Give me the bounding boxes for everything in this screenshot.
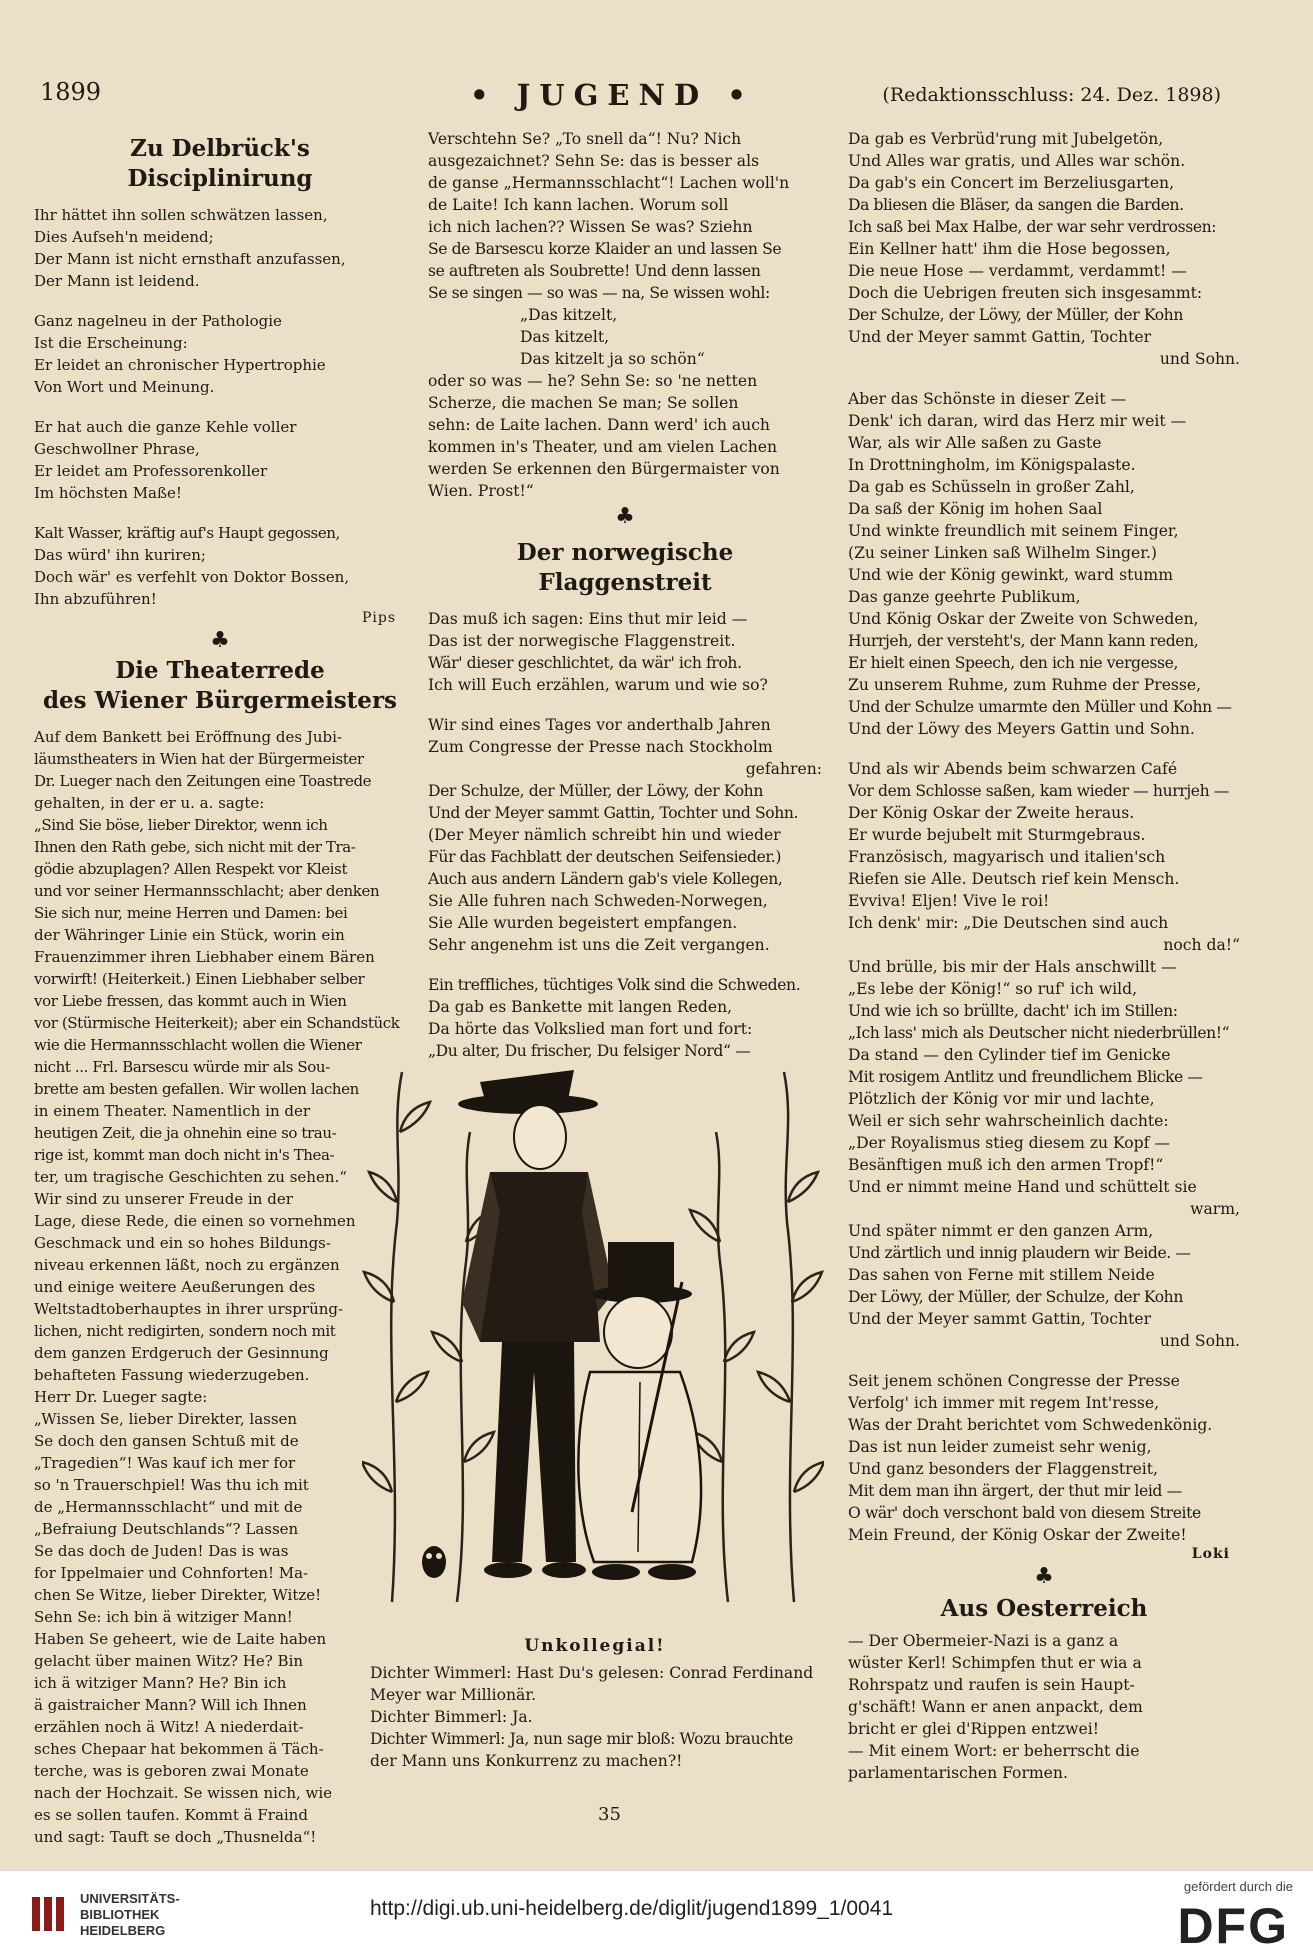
text-line: Scherze, die machen Se man; Se sollen <box>428 394 739 412</box>
text-line: de „Hermannsschlacht“ und mit de <box>34 1498 303 1516</box>
text-line: noch da!“ <box>1163 936 1240 954</box>
editorial-deadline-note: (Redaktionsschluss: 24. Dez. 1898) <box>882 84 1221 106</box>
text-line: Vor dem Schlosse saßen, kam wieder — hurrjeh — <box>848 782 1229 800</box>
text-line: Er leidet am Professorenkoller <box>34 462 268 480</box>
university-library-name <box>80 1891 180 1939</box>
article-theaterrede-continued <box>428 128 822 502</box>
text-line: nach der Hochzait. Se wissen nich, wie <box>34 1784 333 1802</box>
text-line: Sie sich nur, meine Herren und Damen: bei <box>34 904 348 922</box>
text-line: chen Se Witze, lieber Direkter, Witze! <box>34 1586 322 1604</box>
text-line: rige ist, kommt man doch nicht in's Thea- <box>34 1146 335 1164</box>
text-line: Mein Freund, der König Oskar der Zweite! <box>848 1526 1187 1544</box>
club-ornament-icon: ♣ <box>1034 1564 1054 1589</box>
text-line: Geschmack und ein so hohes Bildungs- <box>34 1234 331 1252</box>
text-line: ter, um tragische Geschichten zu sehen.“ <box>34 1168 347 1186</box>
text-line: gödie abzuplagen? Allen Respekt vor Kleist <box>34 860 348 878</box>
poem-signature-loki: Loki <box>1191 1546 1230 1562</box>
text-line: Mit dem man ihn ärgert, der thut mir leid — <box>848 1482 1182 1500</box>
text-line: werden Se erkennen den Bürgermaister von <box>428 460 780 478</box>
text-line: und Sohn. <box>1159 350 1240 368</box>
text-line: Der Schulze, der Löwy, der Müller, der Kohn <box>848 306 1183 324</box>
text-line: Wir sind eines Tages vor anderthalb Jahren <box>428 716 771 734</box>
text-line: „Wissen Se, lieber Direkter, lassen <box>34 1410 298 1428</box>
text-line: behafteten Fassung wiederzugeben. <box>34 1366 310 1384</box>
text-line: sches Chepaar hat bekommen ä Täch- <box>34 1740 324 1758</box>
text-line: Sehn Se: ich bin ä witziger Mann! <box>34 1608 293 1626</box>
poem-title-delbrueck: Zu Delbrück's Disciplinirung <box>127 135 313 192</box>
stanza-break <box>848 740 1240 758</box>
text-line: „Der Royalismus stieg diesem zu Kopf — <box>848 1134 1170 1152</box>
text-line: — Der Obermeier-Nazi is a ganz a <box>848 1632 1119 1650</box>
text-line: Der Mann ist leidend. <box>34 272 200 290</box>
text-line: Se doch den gansen Schtuß mit de <box>34 1432 299 1450</box>
text-line: Wär' dieser geschlichtet, da wär' ich froh. <box>428 654 742 672</box>
text-line: ausgezaichnet? Sehn Se: das is besser als <box>428 152 760 170</box>
text-line: Evviva! Eljen! Vive le roi! <box>848 892 1050 910</box>
text-line: Und der Löwy des Meyers Gattin und Sohn. <box>848 720 1195 738</box>
text-line: Und der Schulze umarmte den Müller und Kohn — <box>848 698 1232 716</box>
text-line: ich ä witziger Mann? He? Bin ich <box>34 1674 287 1692</box>
text-line: „Befraiung Deutschlands“? Lassen <box>34 1520 299 1538</box>
text-line: es se sollen taufen. Kommt ä Fraind <box>34 1806 308 1824</box>
text-line: dem ganzen Erdgeruch der Gesinnung <box>34 1344 329 1362</box>
text-line: O wär' doch verschont bald von diesem Streite <box>848 1504 1201 1522</box>
text-line: Weil er sich sehr wahrscheinlich dachte: <box>848 1112 1169 1130</box>
text-line: Und zärtlich und innig plaudern wir Beide. — <box>848 1244 1191 1262</box>
text-line: heutigen Zeit, die ja ohnehin eine so trau- <box>34 1124 337 1142</box>
stanza-break <box>428 696 822 714</box>
page-number: 35 <box>598 1804 621 1825</box>
text-line: Rohrspatz und raufen is sein Haupt- <box>848 1676 1135 1694</box>
text-line: lichen, nicht redigirten, sondern noch mit <box>34 1322 336 1340</box>
stanza-break <box>848 1352 1240 1370</box>
issue-year: 1899 <box>40 78 102 106</box>
text-line: Er hielt einen Speech, den ich nie vergesse, <box>848 654 1179 672</box>
text-line: Se das doch de Juden! Das is was <box>34 1542 289 1560</box>
text-line: Und später nimmt er den ganzen Arm, <box>848 1222 1154 1240</box>
text-line: Da gab's ein Concert im Berzeliusgarten, <box>848 174 1175 192</box>
text-line: Da hörte das Volkslied man fort und fort: <box>428 1020 753 1038</box>
text-line: Mit rosigem Antlitz und freundlichem Blicke — <box>848 1068 1203 1086</box>
text-line: Da gab es Verbrüd'rung mit Jubelgetön, <box>848 130 1164 148</box>
text-line: se auftreten als Soubrette! Und denn lassen <box>428 262 761 280</box>
stanza-break <box>34 398 406 416</box>
text-line: Das sahen von Ferne mit stillem Neide <box>848 1266 1155 1284</box>
text-line: Da stand — den Cylinder tief im Genicke <box>848 1046 1171 1064</box>
text-line: „Du alter, Du frischer, Du felsiger Nord“ — <box>428 1042 751 1060</box>
text-line: läumstheaters in Wien hat der Bürgermeister <box>34 750 364 768</box>
text-line: Er hat auch die ganze Kehle voller <box>34 418 297 436</box>
text-line: Ich will Euch erzählen, warum und wie so? <box>428 676 768 694</box>
text-line: Und ganz besonders der Flaggenstreit, <box>848 1460 1159 1478</box>
text-line: gehalten, in der er u. a. sagte: <box>34 794 265 812</box>
article-title-line1: Die Theaterrede <box>115 657 325 684</box>
text-line: Besänftigen muß ich den armen Tropf!“ <box>848 1156 1164 1174</box>
column-middle <box>428 128 822 1062</box>
text-line: Meyer war Millionär. <box>370 1686 537 1704</box>
text-line: Der König Oskar der Zweite heraus. <box>848 804 1135 822</box>
text-line: Dichter Wimmerl: Hast Du's gelesen: Conrad Ferdinand <box>370 1664 814 1682</box>
stanza-break <box>848 370 1240 388</box>
text-line: Auf dem Bankett bei Eröffnung des Jubi- <box>34 728 342 746</box>
stanza-break <box>34 292 406 310</box>
text-line: Da gab es Schüsseln in großer Zahl, <box>848 478 1135 496</box>
figure-stout-poet <box>578 1242 701 1580</box>
text-line: Da saß der König im hohen Saal <box>848 500 1103 518</box>
text-line: (Der Meyer nämlich schreibt hin und wieder <box>428 826 781 844</box>
text-line: Wien. Prost!“ <box>428 482 534 500</box>
owl-ornament <box>422 1546 446 1578</box>
text-line: Dichter Wimmerl: Ja, nun sage mir bloß: Wozu brauchte <box>370 1730 793 1748</box>
text-line: Geschwollner Phrase, <box>34 440 200 458</box>
section-title-oesterreich: Aus Oesterreich <box>940 1595 1148 1622</box>
digitization-footer <box>0 1870 1313 1960</box>
text-line: sehn: de Laite lachen. Dann werd' ich auch <box>428 416 770 434</box>
text-line: kommen in's Theater, und am vielen Lachen <box>428 438 778 456</box>
text-line: „Ich lass' mich als Deutscher nicht niederbrüllen!“ <box>848 1024 1230 1042</box>
text-line: Für das Fachblatt der deutschen Seifensieder.) <box>428 848 782 866</box>
text-line: Französisch, magyarisch und italien'sch <box>848 848 1166 866</box>
text-line: Und König Oskar der Zweite von Schweden, <box>848 610 1199 628</box>
text-line: Er leidet an chronischer Hypertrophie <box>34 356 326 374</box>
text-line: und sagt: Tauft se doch „Thusnelda“! <box>34 1828 317 1846</box>
text-line: gelacht über mainen Witz? He? Bin <box>34 1652 304 1670</box>
text-line: de ganse „Hermannsschlacht“! Lachen woll'n <box>428 174 790 192</box>
text-line: wie die Hermannsschlacht wollen die Wiener <box>34 1036 362 1054</box>
text-line: vorwirft! (Heiterkeit.) Einen Liebhaber selber <box>34 970 365 988</box>
text-line: Und er nimmt meine Hand und schüttelt sie <box>848 1178 1197 1196</box>
text-line: Und brülle, bis mir der Hals anschwillt — <box>848 958 1177 976</box>
text-line: Verfolg' ich immer mit regem Int'resse, <box>848 1394 1160 1412</box>
text-line: Und wie der König gewinkt, ward stumm <box>848 566 1173 584</box>
club-ornament-icon: ♣ <box>615 504 635 529</box>
text-line: Seit jenem schönen Congresse der Presse <box>848 1372 1180 1390</box>
text-line: Der Löwy, der Müller, der Schulze, der Kohn <box>848 1288 1183 1306</box>
text-line: (Zu seiner Linken saß Wilhelm Singer.) <box>848 544 1157 562</box>
text-line: Ihn abzuführen! <box>34 590 157 608</box>
text-line: Das ganze geehrte Publikum, <box>848 588 1081 606</box>
text-line: Sie Alle wurden begeistert empfangen. <box>428 914 738 932</box>
text-line: Das ist der norwegische Flaggenstreit. <box>428 632 736 650</box>
permalink-url[interactable]: http://digi.ub.uni-heidelberg.de/diglit/jugend1899_1/0041 <box>370 1897 894 1920</box>
text-line: Und winkte freundlich mit seinem Finger, <box>848 522 1179 540</box>
text-line: Das kitzelt ja so schön“ <box>520 350 705 368</box>
text-line: Verschtehn Se? „To snell da“! Nu? Nich <box>428 130 742 148</box>
text-line: Doch wär' es verfehlt von Doktor Bossen, <box>34 568 350 586</box>
text-line: Riefen sie Alle. Deutsch rief kein Mensch. <box>848 870 1180 888</box>
text-line: In Drottningholm, im Königspalaste. <box>848 456 1136 474</box>
text-line: wüster Kerl! Schimpfen thut er wia a <box>848 1654 1142 1672</box>
text-line: Plötzlich der König vor mir und lachte, <box>848 1090 1155 1108</box>
text-line: Da bliesen die Bläser, da sangen die Barden. <box>848 196 1184 214</box>
library-name-line: UNIVERSITÄTS- <box>80 1891 180 1906</box>
text-line: erzählen noch ä Witz! A niederdait- <box>34 1718 304 1736</box>
text-line: Das muß ich sagen: Eins thut mir leid — <box>428 610 748 628</box>
club-ornament-icon: ♣ <box>210 628 230 653</box>
text-line: „Das kitzelt, <box>520 306 618 324</box>
poem-title-flaggenstreit: Der norwegische Flaggenstreit <box>516 539 734 596</box>
text-line: de Laite! Ich kann lachen. Worum soll <box>428 196 729 214</box>
text-line: Herr Dr. Lueger sagte: <box>34 1388 208 1406</box>
text-line: Im höchsten Maße! <box>34 484 182 502</box>
text-line: oder so was — he? Sehn Se: so 'ne netten <box>428 372 758 390</box>
text-line: und vor seiner Hermannsschlacht; aber denken <box>34 882 380 900</box>
stanza-break <box>34 504 406 522</box>
text-line: Das kitzelt, <box>520 328 610 346</box>
text-line: Ganz nagelneu in der Pathologie <box>34 312 282 330</box>
text-line: Das würd' ihn kuriren; <box>34 546 206 564</box>
text-line: nicht ... Frl. Barsescu würde mir als Sou- <box>34 1058 330 1076</box>
caption-title: Unkollegial! <box>524 1636 666 1656</box>
text-line: Er wurde bejubelt mit Sturmgebraus. <box>848 826 1146 844</box>
text-line: Dies Aufseh'n meidend; <box>34 228 214 246</box>
library-name-line: BIBLIOTHEK <box>80 1907 160 1922</box>
poem-signature-pips: Pips <box>361 610 396 626</box>
magazine-title: • JUGEND • <box>470 78 755 112</box>
text-line: brette am besten gefallen. Wir wollen lachen <box>34 1080 359 1098</box>
text-line: „Es lebe der König!“ so ruf' ich wild, <box>848 980 1138 998</box>
text-line: Ich denk' mir: „Die Deutschen sind auch <box>848 914 1169 932</box>
poem-delbrueck <box>34 204 406 610</box>
text-line: War, als wir Alle saßen zu Gaste <box>848 434 1102 452</box>
text-line: so 'n Trauerschpiel! Was thu ich mit <box>34 1476 309 1494</box>
text-line: Und Alles war gratis, und Alles war schön. <box>848 152 1186 170</box>
text-line: Kalt Wasser, kräftig auf's Haupt gegossen, <box>34 524 340 542</box>
text-line: Auch aus andern Ländern gab's viele Kollegen, <box>428 870 783 888</box>
article-title-line2: des Wiener Bürgermeisters <box>42 687 398 714</box>
column-right <box>848 128 1240 1784</box>
text-line: Ein treffliches, tüchtiges Volk sind die Schweden. <box>428 976 801 994</box>
text-line: Aber das Schönste in dieser Zeit — <box>848 390 1127 408</box>
library-name-line: HEIDELBERG <box>80 1923 166 1938</box>
poem-flaggenstreit <box>428 608 822 1062</box>
text-line: Weltstadtoberhauptes in ihrer ursprüng- <box>34 1300 344 1318</box>
text-line: Zum Congresse der Presse nach Stockholm <box>428 738 773 756</box>
text-line: bricht er glei d'Rippen entzwei! <box>848 1720 1099 1738</box>
dfg-logo: DFG <box>1177 1898 1289 1954</box>
text-line: Der Mann ist nicht ernsthaft anzufassen, <box>34 250 346 268</box>
text-line: parlamentarischen Formen. <box>848 1764 1068 1782</box>
text-line: Sehr angenehm ist uns die Zeit vergangen. <box>428 936 770 954</box>
text-line: Doch die Uebrigen freuten sich insgesammt: <box>848 284 1203 302</box>
text-line: niveau erkennen läßt, noch zu ergänzen <box>34 1256 340 1274</box>
plant-ornament-right <box>690 1072 824 1602</box>
text-line: g'schäft! Wann er anen anpackt, dem <box>848 1698 1143 1716</box>
text-line: vor (Stürmische Heiterkeit); aber ein Schandstück <box>34 1014 400 1032</box>
text-line: ich nich lachen?? Wissen Se was? Sziehn <box>428 218 753 236</box>
text-line: Wir sind zu unserer Freude in der <box>34 1190 293 1208</box>
plant-ornament-left <box>362 1072 496 1602</box>
text-line: der Mann uns Konkurrenz zu machen?! <box>370 1752 683 1770</box>
text-line: Und der Meyer sammt Gattin, Tochter <box>848 1310 1152 1328</box>
text-line: Da gab es Bankette mit langen Reden, <box>428 998 733 1016</box>
text-line: Denk' ich daran, wird das Herz mir weit — <box>848 412 1187 430</box>
caption-dialogue <box>370 1662 820 1772</box>
article-theaterrede <box>34 726 406 1848</box>
text-line: Die neue Hose — verdammt, verdammt! — <box>848 262 1187 280</box>
text-line: Und der Meyer sammt Gattin, Tochter und Sohn. <box>428 804 799 822</box>
text-line: Und wie ich so brüllte, dacht' ich im Stillen: <box>848 1002 1178 1020</box>
text-line: Von Wort und Meinung. <box>34 378 215 396</box>
illustration-two-poets <box>362 1042 824 1608</box>
text-line: Ihnen den Rath gebe, sich nicht mit der Tra- <box>34 838 356 856</box>
funding-label: gefördert durch die <box>1183 1879 1293 1894</box>
text-line: Ihr hättet ihn sollen schwätzen lassen, <box>34 206 328 224</box>
text-line: „Tragedien“! Was kauf ich mer for <box>34 1454 296 1472</box>
column-left <box>34 128 406 1848</box>
illustration-caption <box>370 1636 820 1772</box>
text-line: Und der Meyer sammt Gattin, Tochter <box>848 328 1152 346</box>
text-line: Ein Kellner hatt' ihm die Hose begossen, <box>848 240 1171 258</box>
text-line: Und als wir Abends beim schwarzen Café <box>848 760 1178 778</box>
text-line: Hurrjeh, der versteht's, der Mann kann reden, <box>848 632 1199 650</box>
text-line: vor Liebe fressen, das kommt auch in Wien <box>34 992 347 1010</box>
text-line: der Währinger Linie ein Stück, worin ein <box>34 926 345 944</box>
text-line: und einige weitere Aeußerungen des <box>34 1278 316 1296</box>
text-line: Zu unserem Ruhme, zum Ruhme der Presse, <box>848 676 1202 694</box>
text-line: Se de Barsescu korze Klaider an und lassen Se <box>428 240 782 258</box>
text-line: „Sind Sie böse, lieber Direktor, wenn ich <box>34 816 328 834</box>
text-line: Was der Draht berichtet vom Schwedenkönig. <box>848 1416 1213 1434</box>
stanza-break <box>428 956 822 974</box>
text-line: Dichter Bimmerl: Ja. <box>370 1708 533 1726</box>
text-line: Ich saß bei Max Halbe, der war sehr verdrossen: <box>848 218 1217 236</box>
text-line: for Ippelmaier und Cohnforten! Ma- <box>34 1564 309 1582</box>
text-line: — Mit einem Wort: er beherrscht die <box>848 1742 1140 1760</box>
text-line: Se se singen — so was — na, Se wissen wohl: <box>428 284 770 302</box>
poem-flaggenstreit-continued <box>848 128 1240 1546</box>
section-oesterreich <box>848 1630 1240 1784</box>
text-line: Haben Se geheert, wie de Laite haben <box>34 1630 327 1648</box>
text-line: gefahren: <box>745 760 822 778</box>
text-line: ä gaistraicher Mann? Will ich Ihnen <box>34 1696 307 1714</box>
text-line: und Sohn. <box>1159 1332 1240 1350</box>
text-line: Dr. Lueger nach den Zeitungen eine Toastrede <box>34 772 372 790</box>
text-line: in einem Theater. Namentlich in der <box>34 1102 311 1120</box>
text-line: Sie Alle fuhren nach Schweden-Norwegen, <box>428 892 768 910</box>
text-line: Lage, diese Rede, die einen so vornehmen <box>34 1212 356 1230</box>
university-library-logo-icon <box>30 1893 68 1935</box>
text-line: Das ist nun leider zumeist sehr wenig, <box>848 1438 1152 1456</box>
text-line: warm, <box>1190 1200 1240 1218</box>
text-line: Ist die Erscheinung: <box>34 334 188 352</box>
text-line: terche, was is geboren zwai Monate <box>34 1762 309 1780</box>
text-line: Frauenzimmer ihren Liebhaber einem Bären <box>34 948 375 966</box>
text-line: Der Schulze, der Müller, der Löwy, der Kohn <box>428 782 763 800</box>
